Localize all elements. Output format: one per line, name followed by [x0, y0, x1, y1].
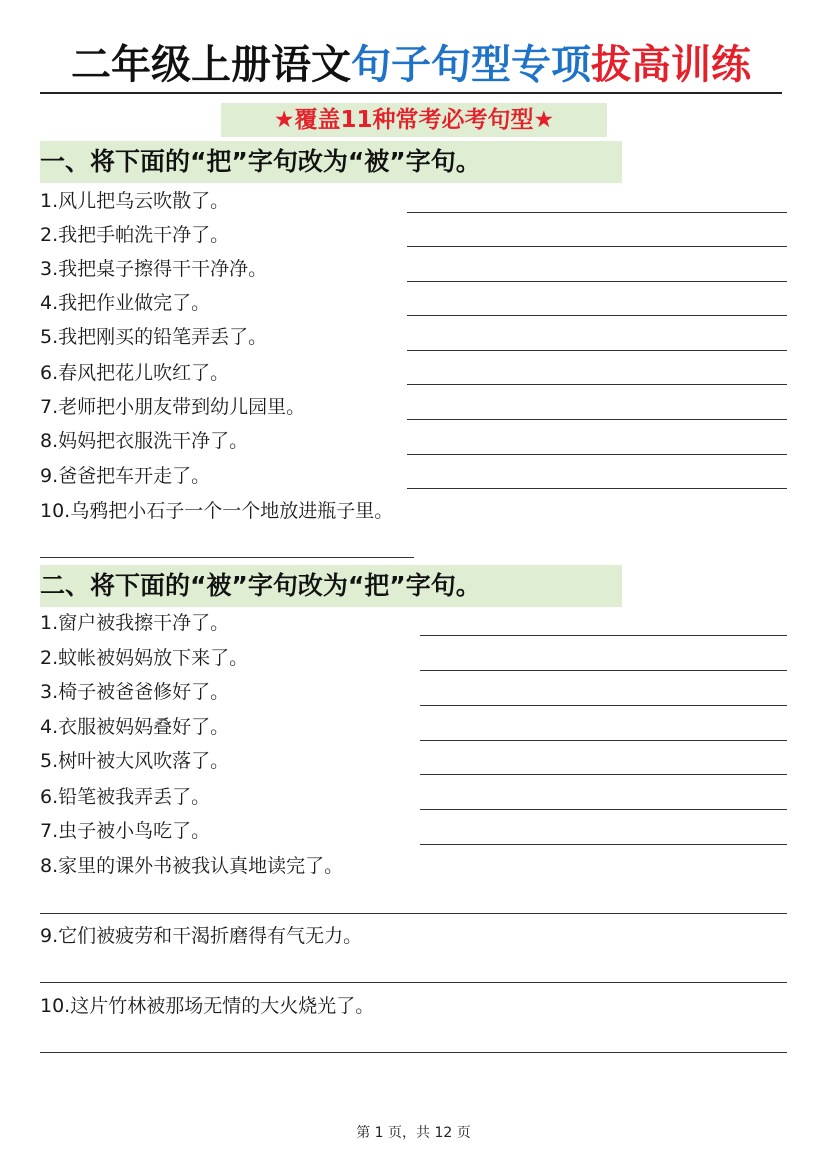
- title-part-grade: 二年级上册语文: [71, 42, 351, 88]
- page-title: [40, 38, 782, 94]
- answer-line[interactable]: [407, 212, 787, 213]
- section2-item-7: 7.虫子被小鸟吃了。: [40, 820, 211, 842]
- answer-line[interactable]: [420, 635, 787, 636]
- section2-item-10: 10.这片竹林被那场无情的大火烧光了。: [40, 995, 375, 1017]
- answer-line[interactable]: [40, 982, 787, 983]
- section1-item-6: 6.春风把花儿吹红了。: [40, 362, 230, 384]
- section1-item-5: 5.我把刚买的铅笔弄丢了。: [40, 326, 268, 348]
- answer-line[interactable]: [407, 488, 787, 489]
- section1-item-1: 1.风儿把乌云吹散了。: [40, 190, 230, 212]
- answer-line[interactable]: [407, 315, 787, 316]
- answer-line[interactable]: [40, 913, 787, 914]
- answer-line[interactable]: [407, 281, 787, 282]
- section1-item-7: 7.老师把小朋友带到幼儿园里。: [40, 396, 306, 418]
- answer-line[interactable]: [40, 1052, 787, 1053]
- section1-item-4: 4.我把作业做完了。: [40, 292, 211, 314]
- section2-item-3: 3.椅子被爸爸修好了。: [40, 681, 230, 703]
- answer-line[interactable]: [407, 246, 787, 247]
- answer-line[interactable]: [407, 454, 787, 455]
- answer-line[interactable]: [420, 740, 787, 741]
- section1-heading: 一、将下面的“把”字句改为“被”字句。: [40, 141, 622, 183]
- section1-item-2: 2.我把手帕洗干净了。: [40, 224, 230, 246]
- section2-item-9: 9.它们被疲劳和干渴折磨得有气无力。: [40, 925, 363, 947]
- answer-line[interactable]: [407, 419, 787, 420]
- subtitle-banner: ★覆盖11种常考必考句型★: [221, 103, 607, 137]
- section1-item-3: 3.我把桌子擦得干干净净。: [40, 258, 268, 280]
- section1-item-8: 8.妈妈把衣服洗干净了。: [40, 430, 249, 452]
- answer-line[interactable]: [40, 557, 414, 558]
- page-number-footer: 第 1 页，共 12 页: [356, 1125, 471, 1141]
- section1-item-9: 9.爸爸把车开走了。: [40, 465, 211, 487]
- section2-item-2: 2.蚊帐被妈妈放下来了。: [40, 647, 249, 669]
- title-part-topic: 句子句型专项: [351, 42, 591, 88]
- answer-line[interactable]: [420, 844, 787, 845]
- answer-line[interactable]: [407, 384, 787, 385]
- answer-line[interactable]: [407, 350, 787, 351]
- section2-item-5: 5.树叶被大风吹落了。: [40, 750, 230, 772]
- section1-item-10: 10.乌鸦把小石子一个一个地放进瓶子里。: [40, 500, 394, 522]
- answer-line[interactable]: [420, 809, 787, 810]
- section2-item-4: 4.衣服被妈妈叠好了。: [40, 716, 230, 738]
- answer-line[interactable]: [420, 774, 787, 775]
- section2-item-8: 8.家里的课外书被我认真地读完了。: [40, 855, 344, 877]
- title-part-training: 拔高训练: [591, 42, 751, 88]
- section2-item-6: 6.铅笔被我弄丢了。: [40, 786, 211, 808]
- answer-line[interactable]: [420, 705, 787, 706]
- answer-line[interactable]: [420, 670, 787, 671]
- section2-item-1: 1.窗户被我擦干净了。: [40, 612, 230, 634]
- section2-heading: 二、将下面的“被”字句改为“把”字句。: [40, 565, 622, 607]
